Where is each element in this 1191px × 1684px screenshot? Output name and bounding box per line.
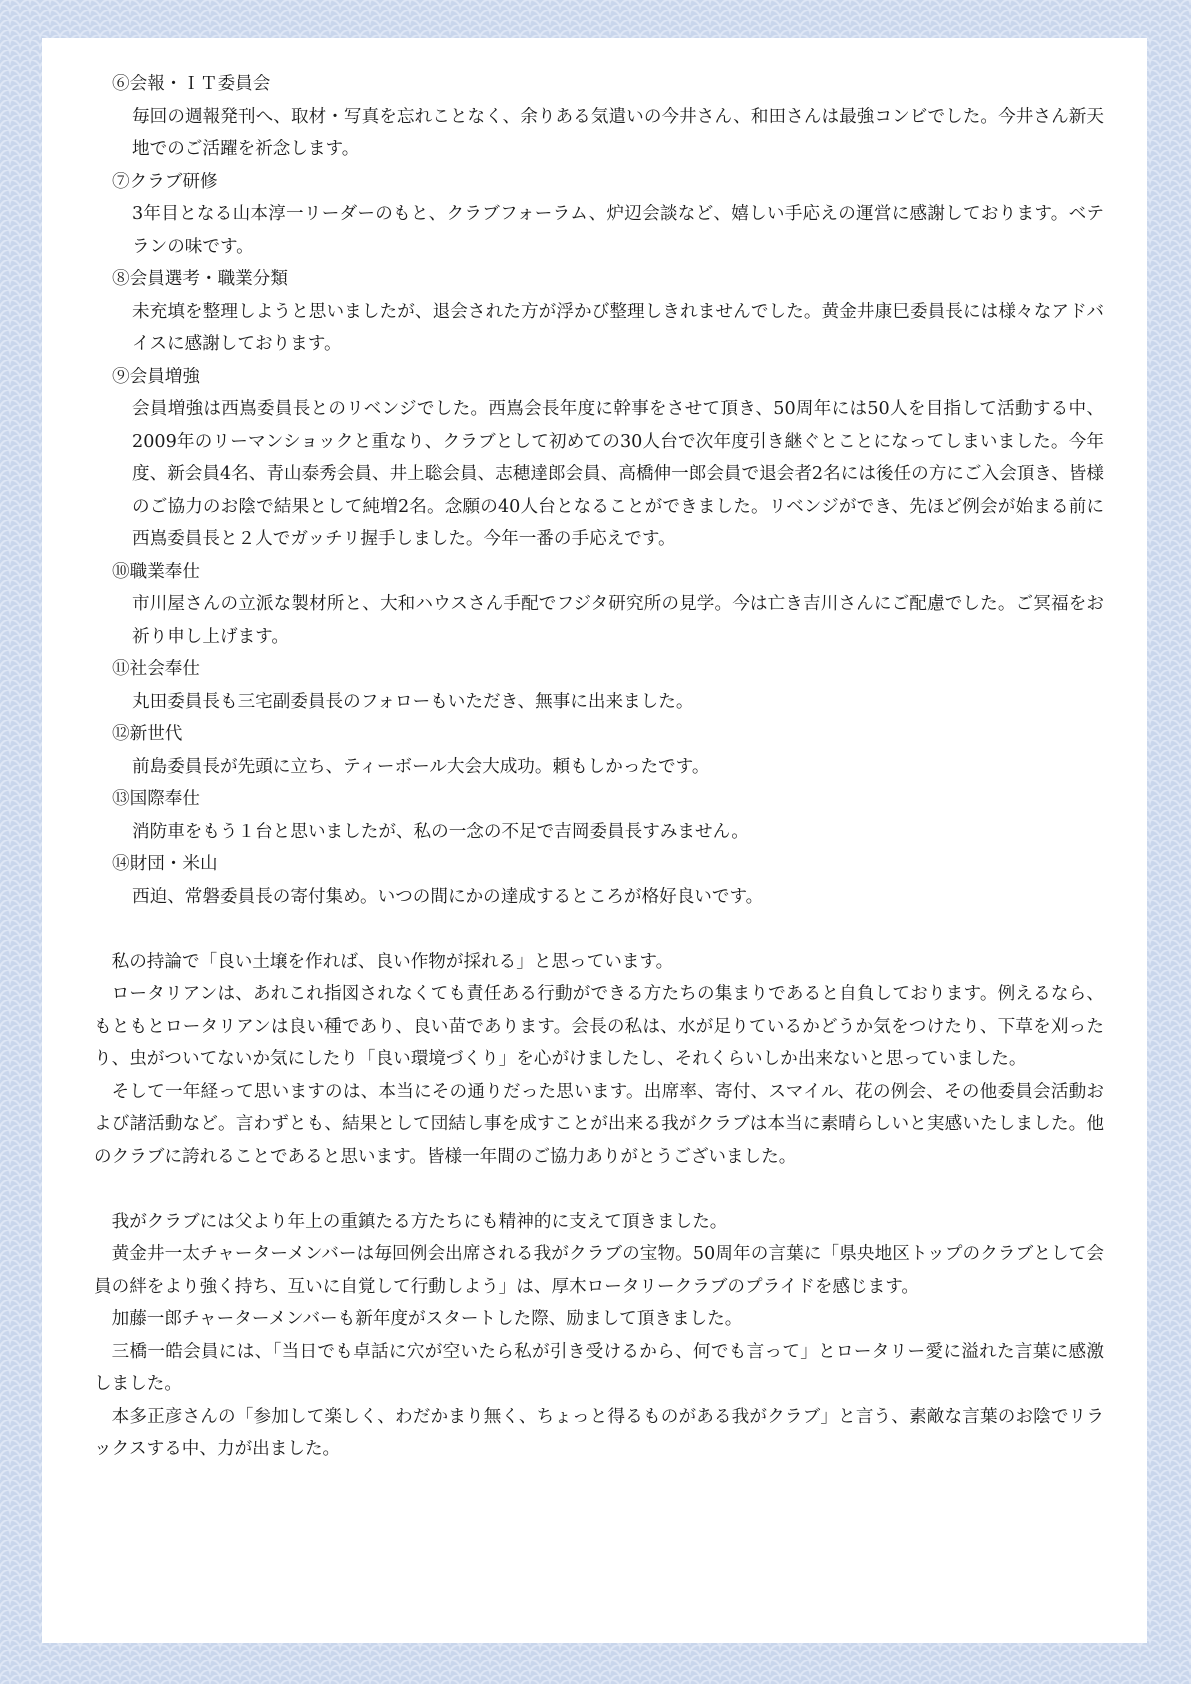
committee-text: 丸田委員長も三宅副委員長のフォローもいただき、無事に出来ました。 [132,691,694,712]
paragraph-spacer [94,1173,1104,1206]
committee-heading: ⑭財団・米山 [112,854,218,874]
paragraph: 我がクラブには父より年上の重鎮たる方たちにも精神的に支えて頂きました。 [111,1211,728,1232]
committee-text: 消防車をもう１台と思いましたが、私の一念の不足で吉岡委員長すみません。 [132,821,749,842]
paragraph-spacer [94,913,1104,946]
committee-item [94,166,1104,264]
committee-text: 3年目となる山本淳一リーダーのもと、クラブフォーラム、炉辺会談など、嬉しい手応えの運営に感謝しております。ベテランの味です。 [132,204,1104,257]
committee-heading: ⑦クラブ研修 [112,171,218,192]
committee-heading: ⑩職業奉仕 [112,561,200,582]
paragraph: 加藤一郎チャーターメンバーも新年度がスタートした際、励まして頂きました。 [111,1309,743,1329]
committee-item [94,653,1104,718]
committee-text: 毎回の週報発刊へ、取材・写真を忘れことなく、余りある気遣いの今井さん、和田さんは最強コンビでした。今井さん新天地でのご活躍を祈念します。 [132,106,1104,159]
document-page [42,38,1147,1643]
committee-heading: ⑫新世代 [112,724,183,744]
paragraph: 本多正彦さんの「参加して楽しく、わだかまり無く、ちょっと得るものがある我がクラブ」と言う、素敵な言葉のお陰でリラックスする中、力が出ました。 [94,1406,1104,1459]
committee-item [94,556,1104,654]
committee-heading: ⑨会員増強 [112,366,200,387]
committee-item [94,263,1104,361]
committee-text: 西迫、常磐委員長の寄付集め。いつの間にかの達成するところが格好良いです。 [132,886,764,907]
paragraph: ロータリアンは、あれこれ指図されなくても責任ある行動ができる方たちの集まりであると自負しております。例えるなら、もともとロータリアンは良い種であり、良い苗であります。会長の私は、水が足りているかどうか気をつけたり、下草を刈ったり、虫がついてないか気にしたり「良い環境づくり」を心がけましたし、それくらいしか出来ないと思っていました。 [94,984,1104,1069]
committee-text: 会員増強は西嶌委員長とのリベンジでした。西嶌会長年度に幹事をさせて頂き、50周年には50人を目指して活動する中、2009年のリーマンショックと重なり、クラブとして初めての30人台で次年度引き継ぐとことになってしまいました。今年度、新会員4名、青山泰秀会員、井上聡会員、志穂達郎会員、高橋伸一郎会員で退会者2名には後任の方にご入会頂き、皆様のご協力のお陰で結果として純増2名。念願の40人台となることができました。リベンジができ、先ほど例会が始まる前に西嶌委員長と２人でガッチリ握手しました。今年一番の手応えです。 [132,399,1104,549]
committee-text: 未充填を整理しようと思いましたが、退会された方が浮かび整理しきれませんでした。黄金井康巳委員長には様々なアドバイスに感謝しております。 [132,301,1104,354]
committee-item [94,68,1104,166]
committee-text: 市川屋さんの立派な製材所と、大和ハウスさん手配でフジタ研究所の見学。今は亡き吉川さんにご配慮でした。ご冥福をお祈り申し上げます。 [132,594,1104,647]
document-body [94,68,1104,1466]
committee-item [94,848,1104,913]
paragraph: 三橋一皓会員には、「当日でも卓話に穴が空いたら私が引き受けるから、何でも言って」とロータリー愛に溢れた言葉に感激しました。 [94,1341,1104,1394]
committee-item [94,783,1104,848]
committee-heading: ⑧会員選考・職業分類 [112,269,288,289]
committee-item [94,718,1104,783]
committee-heading: ⑪社会奉仕 [112,659,200,679]
committee-text: 前島委員長が先頭に立ち、ティーボール大会大成功。頼もしかったです。 [132,756,710,777]
paragraph: 黄金井一太チャーターメンバーは毎回例会出席される我がクラブの宝物。50周年の言葉に「県央地区トップのクラブとして会員の絆をより強く持ち、互いに自覚して行動しよう」は、厚木ロータリークラブのプライドを感じます。 [94,1244,1104,1297]
committee-heading: ⑥会報・ＩＴ委員会 [112,74,271,94]
paragraph: そして一年経って思いますのは、本当にその通りだった思います。出席率、寄付、スマイル、花の例会、その他委員会活動および諸活動など。言わずとも、結果として団結し事を成すことが出来る我がクラブは本当に素晴らしいと実感いたしました。他のクラブに誇れることであると思います。皆様一年間のご協力ありがとうございました。 [94,1081,1104,1167]
committee-item [94,361,1104,556]
paragraph: 私の持論で「良い土壌を作れば、良い作物が採れる」と思っています。 [111,951,674,972]
committee-heading: ⑬国際奉仕 [112,789,200,809]
